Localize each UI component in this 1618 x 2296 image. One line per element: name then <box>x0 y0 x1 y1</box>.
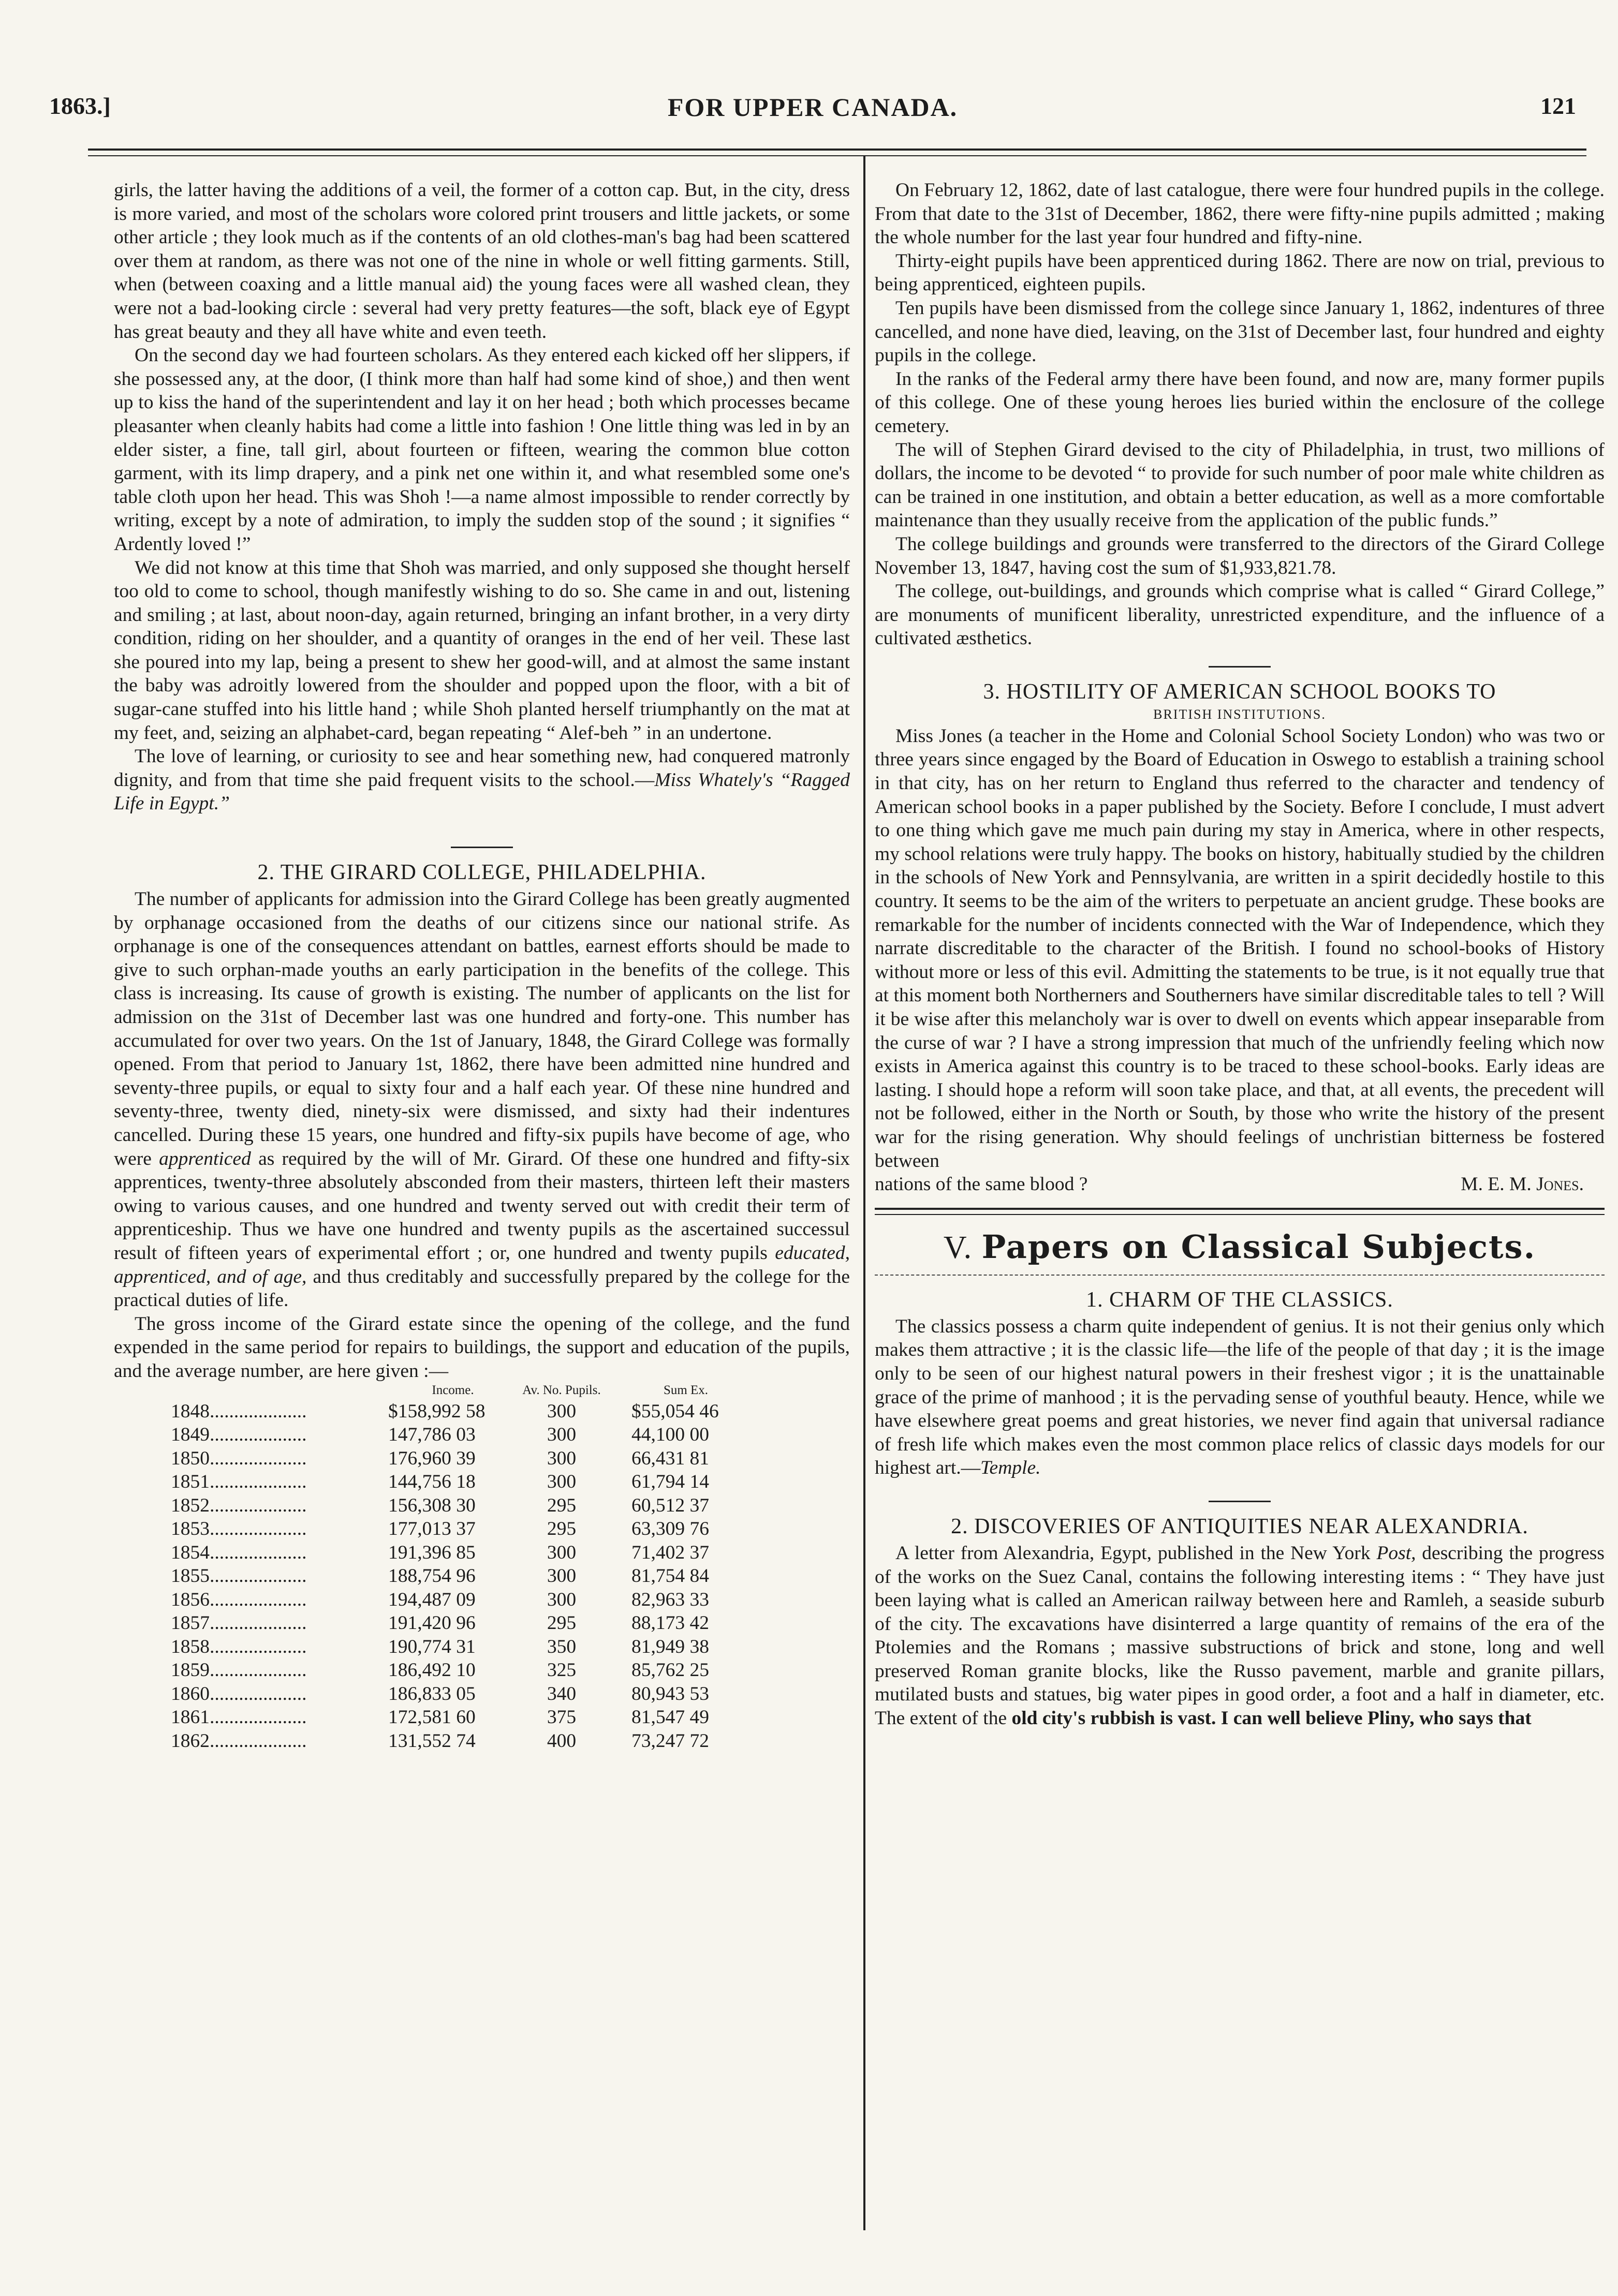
table-cell-pupils: 400 <box>547 1730 577 1752</box>
table-cell-income: 186,833 05 <box>388 1683 476 1705</box>
paragraph: Ten pupils have been dismissed from the college since January 1, 1862, indentures of three cancelled, and none have died, leaving, on the 31st of December last, four hundred and eighty pupils in the college. <box>875 297 1605 366</box>
table-cell-income: 147,786 03 <box>388 1424 476 1445</box>
paragraph-text-bold: old city's rubbish is vast. I can well believe Pliny, who says that <box>1011 1708 1532 1729</box>
left-column <box>114 179 850 1753</box>
table-row <box>171 1611 766 1635</box>
table-cell-sum: 71,402 37 <box>631 1542 709 1563</box>
table-cell-sum: 61,794 14 <box>631 1471 709 1492</box>
table-row <box>171 1517 766 1541</box>
table-cell-year: 1859.................... <box>171 1660 307 1681</box>
table-cell-year: 1852.................... <box>171 1494 307 1516</box>
page-header <box>49 92 1576 128</box>
paragraph: The college buildings and grounds were transferred to the directors of the Girard College November 13, 1847, having cost the sum of $1,933,821.78. <box>875 533 1605 579</box>
table-cell-income: 144,756 18 <box>388 1471 476 1492</box>
paragraph-text: A letter from Alexandria, Egypt, published in the New York <box>895 1542 1371 1564</box>
table-cell-sum: 73,247 72 <box>631 1730 709 1752</box>
part-rule-dotted <box>875 1275 1605 1276</box>
citation: Miss Whately's “Ragged Life in Egypt.” <box>114 769 850 814</box>
header-rule-thin <box>88 155 1586 156</box>
paragraph-text: The number of applicants for admission into the Girard College has been greatly augmented by orphanage occasioned from the deaths of our citizens since our national strife. As orphanage is one of the consequences attendant on battles, earnest efforts should be made to give to such orphan-made youths an early participation in the benefits of the college. This class is increasing. Its cause of growth is existing. The number of applicants on the list for admission on the 31st of December last was one hundred and forty-one. This number has accumulated for over two years. On the 1st of January, 1848, the Girard College was formally opened. From that period to January 1st, 1862, there have been admitted nine hundred and seventy-three pupils, or equal to sixty four and a half each year. Of these nine hundred and seventy-three, twenty died, ninety-six were dismissed, and sixty had their indentures cancelled. During these 15 years, one hundred and fifty-six pupils have become of age, who were <box>114 888 850 1169</box>
table-cell-year: 1857.................... <box>171 1612 307 1634</box>
table-cell-income: 191,420 96 <box>388 1612 476 1634</box>
table-cell-sum: 81,754 84 <box>631 1565 709 1587</box>
table-cell-sum: $55,054 46 <box>631 1400 719 1422</box>
part-rule <box>875 1208 1605 1210</box>
section-title: 2. DISCOVERIES OF ANTIQUITIES NEAR ALEXANDRIA. <box>951 1514 1528 1538</box>
column-divider <box>863 155 865 2230</box>
table-cell-sum: 66,431 81 <box>631 1447 709 1469</box>
table-cell-pupils: 340 <box>547 1683 577 1705</box>
paragraph-text: The classics possess a charm quite independent of genius. It is not their genius only which makes them attractive ; it is the classic life—the life of the people of that day ; it is the image only to be seen of our highest natural powers in their freshest vigor ; it is the unattainable grace of the prime of manhood ; it is the pervading sense of youthful beauty. Hence, while we have elsewhere great poems and great histories, we never find again that universal radiance of fresh life which makes even the most common place relics of classic days models for our highest art.— <box>875 1315 1605 1479</box>
table-cell-income: 131,552 74 <box>388 1730 476 1752</box>
table-cell-pupils: 300 <box>547 1424 577 1445</box>
section-separator <box>451 847 513 848</box>
citation: Temple. <box>980 1457 1041 1479</box>
table-header-row <box>171 1383 766 1400</box>
table-cell-sum: 82,963 33 <box>631 1589 709 1610</box>
section-title: 2. THE GIRARD COLLEGE, PHILADELPHIA. <box>257 861 707 885</box>
section-separator <box>1209 666 1271 668</box>
table-cell-pupils: 300 <box>547 1447 577 1469</box>
paragraph <box>875 1542 1605 1730</box>
paragraph: We did not know at this time that Shoh was married, and only supposed she thought herself too old to come to school, though manifestly wishing to do so. She came in and out, listening and smiling ; at last, about noon-day, again returned, bringing an infant brother, in a very dirty condition, riding on her shoulder, and a quantity of oranges in the end of her veil. These last she poured into my lap, being a present to shew her good-will, and at almost the same instant the baby was adroitly lowered from the shoulder and popped upon the floor, with a bit of sugar-cane stuffed into his little hand ; while Shoh planted herself triumphantly on the mat at my feet, and, seizing an alphabet-card, began repeating “ Alef-beh ” in an undertone. <box>114 557 850 744</box>
table-cell-year: 1860.................... <box>171 1683 307 1705</box>
header-rule <box>88 149 1586 151</box>
table-cell-sum: 85,762 25 <box>631 1660 709 1681</box>
table-cell-year: 1862.................... <box>171 1730 307 1752</box>
section-title: 1. CHARM OF THE CLASSICS. <box>1086 1287 1393 1312</box>
table-cell-sum: 60,512 37 <box>631 1494 709 1516</box>
table-cell-pupils: 300 <box>547 1565 577 1587</box>
column-header: Income. <box>432 1383 474 1397</box>
table-cell-year: 1849.................... <box>171 1424 307 1445</box>
emphasis: Post, <box>1376 1542 1416 1564</box>
emphasis: apprenticed <box>159 1148 251 1169</box>
table-cell-year: 1853.................... <box>171 1518 307 1539</box>
table-cell-sum: 63,309 76 <box>631 1518 709 1539</box>
author-signature: M. E. M. Jones. <box>1461 1174 1584 1195</box>
paragraph-text: as required by the will of Mr. Girard. Of these one hundred and fifty-six apprentices, twenty-three absolutely absconded from their masters, thirteen left their masters owing to various causes, and one hundred and twenty served out with credit their term of apprenticeship. Thus we have one hundred and twenty pupils as the ascertained successul result of fifteen years of experimental effort ; or, one hundred and twenty pupils <box>114 1148 850 1264</box>
column-header: Av. No. Pupils. <box>522 1383 601 1397</box>
table-cell-income: 186,492 10 <box>388 1660 476 1681</box>
table-cell-year: 1861.................... <box>171 1707 307 1728</box>
paragraph-text: The love of learning, or curiosity to see and hear something new, had conquered matronly dignity, and from that time she paid frequent visits to the school.— <box>114 746 850 791</box>
table-row <box>171 1564 766 1588</box>
paragraph-text: and thus creditably and successfully prepared by the college for the practical duties of life. <box>114 1266 850 1311</box>
table-cell-pupils: 295 <box>547 1612 577 1634</box>
table-cell-sum: 44,100 00 <box>631 1424 709 1445</box>
table-cell-income: 194,487 09 <box>388 1589 476 1610</box>
table-cell-year: 1858.................... <box>171 1636 307 1657</box>
table-cell-pupils: 375 <box>547 1707 577 1728</box>
table-cell-year: 1854.................... <box>171 1542 307 1563</box>
column-header: Sum Ex. <box>663 1383 709 1397</box>
paragraph <box>114 887 850 1312</box>
table-cell-pupils: 300 <box>547 1589 577 1610</box>
table-cell-year: 1851.................... <box>171 1471 307 1492</box>
table-row <box>171 1635 766 1659</box>
paragraph <box>114 745 850 816</box>
table-cell-income: $158,992 58 <box>388 1400 486 1422</box>
part-number: V. <box>943 1230 973 1265</box>
table-row <box>171 1588 766 1612</box>
table-cell-year: 1850.................... <box>171 1447 307 1469</box>
part-heading <box>875 1225 1605 1269</box>
table-row <box>171 1447 766 1471</box>
paragraph: Thirty-eight pupils have been apprenticed during 1862. There are now on trial, previous to being apprenticed, eighteen pupils. <box>875 250 1605 295</box>
part-rule-thin <box>875 1214 1605 1215</box>
paragraph: girls, the latter having the additions of a veil, the former of a cotton cap. But, in the city, dress is more varied, and most of the scholars wore colored print trousers and little jackets, or some other article ; they look much as if the contents of an old clothes-man's bag had been scattered over them at random, as there was not one of the nine in whole or well fitting garments. Still, when (between coaxing and a little manual aid) the young faces were all washed clean, they were not a bad-looking circle : several had very pretty features—the soft, black eye of Egypt has great beauty and they all have white and even teeth. <box>114 180 850 343</box>
table-cell-pupils: 350 <box>547 1636 577 1657</box>
table-cell-year: 1855.................... <box>171 1565 307 1587</box>
page-number: 121 <box>1540 93 1576 119</box>
paragraph: The gross income of the Girard estate since the opening of the college, and the fund expended in the same period for repairs to buildings, the support and education of the pupils, and the average number, are here given :— <box>114 1313 850 1382</box>
table-cell-sum: 80,943 53 <box>631 1683 709 1705</box>
emphasis: educated, apprenticed, and of age, <box>114 1242 850 1287</box>
paragraph: Miss Jones (a teacher in the Home and Colonial School Society London) who was two or three years since engaged by the Board of Education in Oswego to establish a training school in that city, has on her return to England thus referred to the character and tendency of American school books in a paper published by the Society. Before I conclude, I must advert to one thing which gave me much pain during my stay in America, where in other respects, my school relations were truly happy. The books on history, habitually studied by the children in the schools of New York and Pennsylvania, are written in a spirit decidedly hostile to this country. It seems to be the aim of the writers to perpetuate an ancient grudge. These books are remarkable for the number of incidents connected with the War of Independence, which they narrate discreditable to the character of the British. I found no school-books of History without more or less of this evil. Admitting the statements to be true, is it not equally true that at this moment both Northerners and Southerners have similar discreditable tales to tell ? Will it be wise after this melancholy war is over to dwell on events which appear inseparable from the curse of war ? I have a strong impression that much of the unfriendly feeling which now exists in America against this country is to be traced to these school-books. Early ideas are lasting. I should hope a reform will soon take place, and that, at all events, the precedent will not be followed, either in the North or South, by those who write the history of the present war for the rising generation. Why should feelings of unchristian bitterness be fostered between <box>875 725 1605 1172</box>
table-cell-pupils: 300 <box>547 1471 577 1492</box>
table-cell-income: 188,754 96 <box>388 1565 476 1587</box>
part-title: Papers on Classical Subjects. <box>981 1227 1536 1266</box>
table-cell-pupils: 325 <box>547 1660 577 1681</box>
table-cell-pupils: 295 <box>547 1494 577 1516</box>
section-title: 3. HOSTILITY OF AMERICAN SCHOOL BOOKS TO <box>983 679 1496 704</box>
paragraph: The college, out-buildings, and grounds which comprise what is called “ Girard College,” are monuments of munificent liberality, unrestricted expenditure, and the influence of a cultivated æsthetics. <box>875 581 1605 649</box>
paragraph: On February 12, 1862, date of last catalogue, there were four hundred pupils in the college. From that date to the 31st of December, 1862, there were fifty-nine pupils admitted ; making the whole number for the last year four hundred and fifty-nine. <box>875 180 1605 248</box>
header-title: FOR UPPER CANADA. <box>667 93 958 122</box>
table-cell-pupils: 300 <box>547 1400 577 1422</box>
signature-line <box>875 1173 1605 1196</box>
table-cell-pupils: 300 <box>547 1542 577 1563</box>
section-subtitle: BRITISH INSTITUTIONS. <box>1153 706 1326 722</box>
table-cell-income: 190,774 31 <box>388 1636 476 1657</box>
table-cell-year: 1856.................... <box>171 1589 307 1610</box>
table-cell-income: 156,308 30 <box>388 1494 476 1516</box>
table-cell-income: 172,581 60 <box>388 1707 476 1728</box>
table-row <box>171 1541 766 1565</box>
section-separator <box>1209 1501 1271 1502</box>
paragraph-text: describing the progress of the works on the Suez Canal, contains the following interesting items : “ They have just been laying what is called an American railway between here and Ramleh, a seaside suburb of the city. The excavations have disinterred a large quantity of remains of the era of the Ptolemies and the Romans ; massive substructions of brick and stone, long and well preserved Roman granite blocks, like the Russo pavement, marble and granite pillars, mutilated busts and statues, big water pipes in good order, a foot and a half in diameter, etc. The extent of the <box>875 1542 1605 1729</box>
table-cell-year: 1848.................... <box>171 1400 307 1422</box>
table-row <box>171 1658 766 1682</box>
paragraph: The will of Stephen Girard devised to the city of Philadelphia, in trust, two millions of dollars, the income to be devoted “ to provide for such number of poor male white children as can be trained in one institution, and obtain a better education, as well as a more comfortable maintenance than they usually receive from the application of the public funds.” <box>875 439 1605 531</box>
header-year: 1863.] <box>49 93 111 119</box>
table-body <box>171 1400 766 1753</box>
table-cell-income: 176,960 39 <box>388 1447 476 1469</box>
table-row <box>171 1423 766 1447</box>
paragraph: On the second day we had fourteen scholars. As they entered each kicked off her slippers, if she possessed any, at the door, (I think more than half had some kind of shoe,) and then went up to kiss the hand of the superintendent and lay it on her head ; both which processes became pleasanter when cleanly habits had come a little into fashion ! One little thing was led in by an elder sister, a fine, tall girl, about fourteen or fifteen, wearing the common blue cotton garment, with its limp drapery, and a pink net one within it, and what resembled some one's table cloth upon her head. This was Shoh !—a name almost impossible to render correctly by writing, except by a note of admiration, to imply the sudden stop of the sound ; it signifies “ Ardently loved !” <box>114 345 850 555</box>
table-row <box>171 1682 766 1706</box>
table-cell-sum: 81,547 49 <box>631 1707 709 1728</box>
closing-text: nations of the same blood ? <box>875 1174 1088 1195</box>
income-table <box>171 1383 766 1753</box>
table-cell-pupils: 295 <box>547 1518 577 1539</box>
table-cell-sum: 88,173 42 <box>631 1612 709 1634</box>
table-row <box>171 1494 766 1518</box>
table-cell-sum: 81,949 38 <box>631 1636 709 1657</box>
table-row <box>171 1729 766 1753</box>
paragraph <box>875 1315 1605 1480</box>
paragraph: In the ranks of the Federal army there have been found, and now are, many former pupils of this college. One of these young heroes lies buried within the enclosure of the college cemetery. <box>875 368 1605 437</box>
right-column <box>875 179 1605 1730</box>
table-row <box>171 1706 766 1729</box>
table-cell-income: 177,013 37 <box>388 1518 476 1539</box>
table-row <box>171 1470 766 1494</box>
table-row <box>171 1400 766 1424</box>
table-cell-income: 191,396 85 <box>388 1542 476 1563</box>
